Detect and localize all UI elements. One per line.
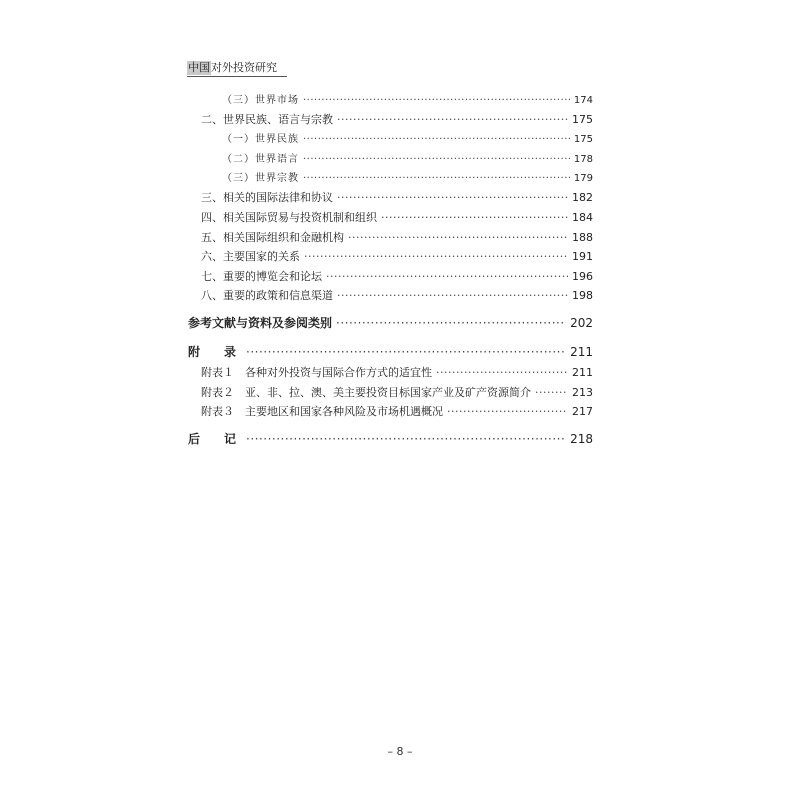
- toc-entry-page: 218: [570, 432, 593, 446]
- toc-entry-label: 四、相关国际贸易与投资机制和组织: [201, 211, 377, 224]
- toc-entry-page: 188: [572, 231, 593, 244]
- toc-entry-label: 七、重要的博览会和论坛: [201, 270, 322, 283]
- toc-entry-page: 198: [572, 289, 593, 302]
- toc-entry[interactable]: [201, 386, 593, 400]
- toc-entry[interactable]: [188, 344, 593, 360]
- toc-entry-label: 后 记: [188, 432, 243, 446]
- toc-leader: [303, 172, 570, 185]
- toc-entry[interactable]: [188, 431, 593, 447]
- toc-entry[interactable]: [201, 211, 593, 225]
- toc-entry-label: 附表３ 主要地区和国家各种风险及市场机遇概况: [201, 405, 443, 418]
- toc-entry[interactable]: [222, 172, 593, 185]
- toc-leader: [303, 133, 570, 146]
- page-number: – 8 –: [387, 745, 413, 758]
- toc-entry-label: 三、相关的国际法律和协议: [201, 191, 333, 204]
- toc-entry-label: 五、相关国际组织和金融机构: [201, 231, 344, 244]
- toc-entry-page: 178: [573, 154, 593, 165]
- toc-entry[interactable]: [201, 113, 593, 127]
- running-header: [187, 61, 287, 77]
- toc-entry-label: 附表２ 亚、非、拉、澳、美主要投资目标国家产业及矿产资源简介: [201, 386, 531, 399]
- toc-leader: [337, 289, 568, 303]
- toc-leader: [303, 153, 570, 166]
- toc-entry[interactable]: [201, 231, 593, 245]
- toc-entry-page: 184: [572, 211, 593, 224]
- toc-entry-label: （一）世界民族: [222, 134, 299, 145]
- toc-entry-page: 175: [573, 134, 593, 145]
- toc-entry[interactable]: [222, 153, 593, 166]
- toc-entry[interactable]: [222, 94, 593, 107]
- toc-entry-page: 196: [572, 270, 593, 283]
- toc-entry[interactable]: [201, 405, 593, 419]
- toc-entry[interactable]: [201, 366, 593, 380]
- running-header-title: 对外投资研究: [211, 61, 277, 74]
- toc-entry-page: 202: [570, 316, 593, 330]
- toc-entry-page: 175: [572, 113, 593, 126]
- toc-entry-label: 二、世界民族、语言与宗教: [201, 113, 333, 126]
- toc-entry-page: 211: [572, 366, 593, 379]
- toc-leader: [336, 315, 566, 331]
- toc-entry-label: （三）世界宗教: [222, 173, 299, 184]
- toc-entry-page: 191: [572, 250, 593, 263]
- toc-leader: [246, 431, 566, 447]
- toc-entry-page: 211: [570, 345, 593, 359]
- toc-entry[interactable]: [188, 315, 593, 331]
- toc-entry[interactable]: [201, 250, 593, 264]
- toc-leader: [303, 94, 570, 107]
- toc-leader: [246, 344, 566, 360]
- toc-leader: [337, 191, 568, 205]
- toc-leader: [348, 231, 568, 245]
- toc-entry-page: 179: [573, 173, 593, 184]
- toc-entry-page: 217: [572, 405, 593, 418]
- toc-entry-label: 附表１ 各种对外投资与国际合作方式的适宜性: [201, 366, 432, 379]
- toc-leader: [535, 386, 568, 400]
- toc-entry-label: 六、主要国家的关系: [201, 250, 300, 263]
- toc-entry-label: 八、重要的政策和信息渠道: [201, 289, 333, 302]
- toc-leader: [337, 113, 568, 127]
- toc-entry-label: 参考文献与资料及参阅类别: [188, 316, 333, 330]
- toc-entry-page: 182: [572, 191, 593, 204]
- toc-leader: [326, 270, 568, 284]
- toc-entry[interactable]: [222, 133, 593, 146]
- toc-entry-label: 附 录: [188, 345, 243, 359]
- toc-entry-label: （二）世界语言: [222, 154, 299, 165]
- toc-entry[interactable]: [201, 289, 593, 303]
- toc-entry[interactable]: [201, 270, 593, 284]
- toc-leader: [436, 366, 568, 380]
- toc-entry-page: 213: [572, 386, 593, 399]
- toc-entry[interactable]: [201, 191, 593, 205]
- toc-entry-page: 174: [573, 95, 593, 106]
- toc-entry-label: （三）世界市场: [222, 95, 299, 106]
- toc-leader: [447, 405, 568, 419]
- toc-leader: [381, 211, 568, 225]
- toc-leader: [304, 250, 568, 264]
- running-header-highlight: 中国: [188, 61, 210, 74]
